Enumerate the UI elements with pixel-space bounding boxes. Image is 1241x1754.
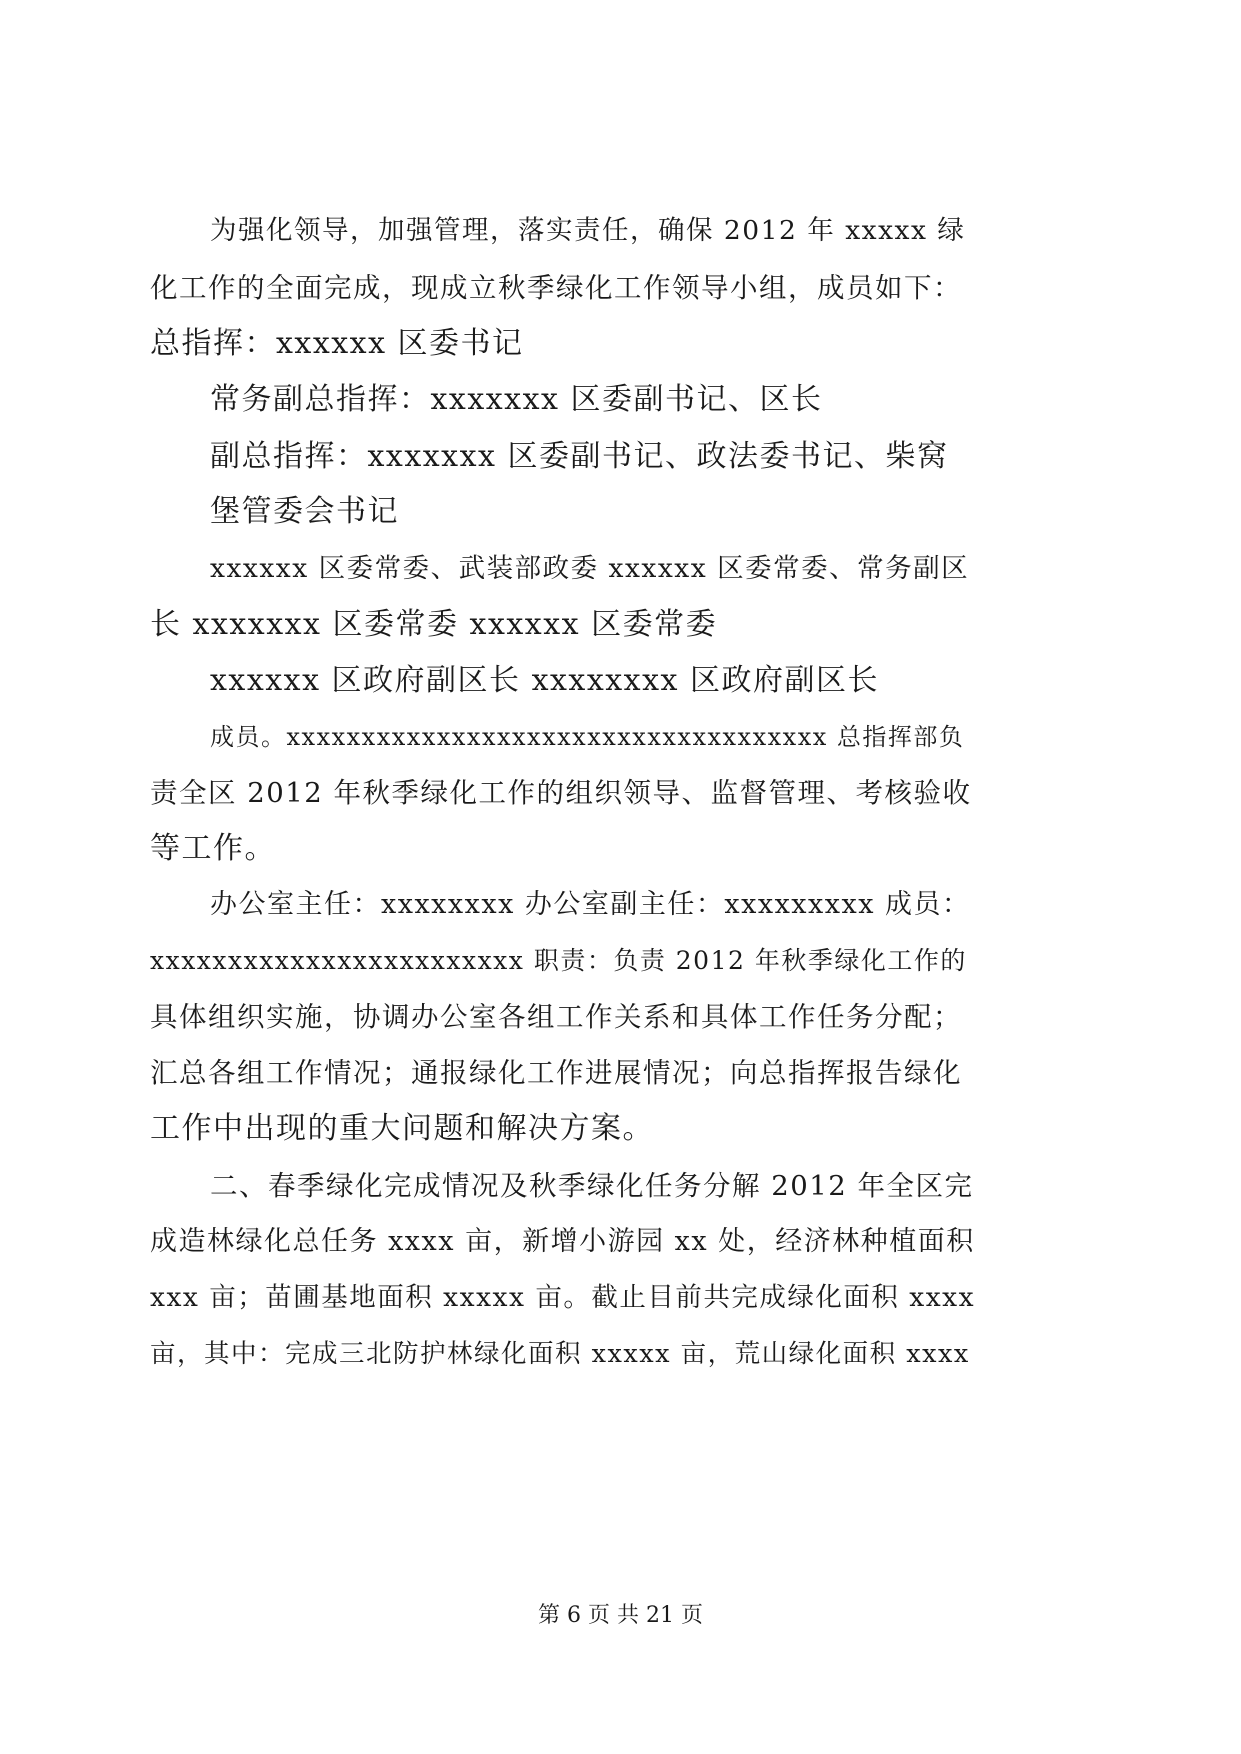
text-line: xxxxxx 区委常委、武装部政委 xxxxxx 区委常委、常务副区 <box>210 553 970 584</box>
text-line: xxxxxxxxxxxxxxxxxxxxxxxx 职责：负责 2012 年秋季绿化工作的 <box>150 946 967 975</box>
text-line: xxxxxx 区政府副区长 xxxxxxxx 区政府副区长 <box>210 663 879 698</box>
text-line: 二、春季绿化完成情况及秋季绿化任务分解 2012 年全区完 <box>210 1170 974 1202</box>
text-line: 责全区 2012 年秋季绿化工作的组织领导、监督管理、考核验收 <box>150 777 972 809</box>
text-line: 亩，其中：完成三北防护林绿化面积 xxxxx 亩，荒山绿化面积 xxxx <box>150 1339 970 1369</box>
text-line: 具体组织实施，协调办公室各组工作关系和具体工作任务分配； <box>150 1001 962 1033</box>
text-line: 办公室主任：xxxxxxxx 办公室副主任：xxxxxxxxx 成员： <box>210 889 971 920</box>
text-line: 长 xxxxxxx 区委常委 xxxxxx 区委常委 <box>150 607 718 642</box>
text-line: xxx 亩；苗圃基地面积 xxxxx 亩。截止目前共完成绿化面积 xxxx <box>150 1282 976 1313</box>
text-line: 工作中出现的重大问题和解决方案。 <box>150 1111 654 1146</box>
text-line: 等工作。 <box>150 831 276 866</box>
text-line: 成员。xxxxxxxxxxxxxxxxxxxxxxxxxxxxxxxxxxxx 总指挥部负 <box>210 723 965 751</box>
text-line: 总指挥：xxxxxx 区委书记 <box>150 326 524 361</box>
text-line: 汇总各组工作情况；通报绿化工作进展情况；向总指挥报告绿化 <box>150 1057 962 1089</box>
text-line: 副总指挥：xxxxxxx 区委副书记、政法委书记、柴窝 <box>210 439 949 474</box>
page-number-footer: 第 6 页 共 21 页 <box>538 1603 703 1628</box>
text-line: 为强化领导，加强管理，落实责任，确保 2012 年 xxxxx 绿 <box>210 215 966 246</box>
text-line: 成造林绿化总任务 xxxx 亩，新增小游园 xx 处，经济林种植面积 <box>150 1226 975 1257</box>
text-line: 化工作的全面完成，现成立秋季绿化工作领导小组，成员如下： <box>150 272 962 304</box>
text-line: 常务副总指挥：xxxxxxx 区委副书记、区长 <box>210 382 823 417</box>
text-line: 堡管委会书记 <box>210 494 399 529</box>
